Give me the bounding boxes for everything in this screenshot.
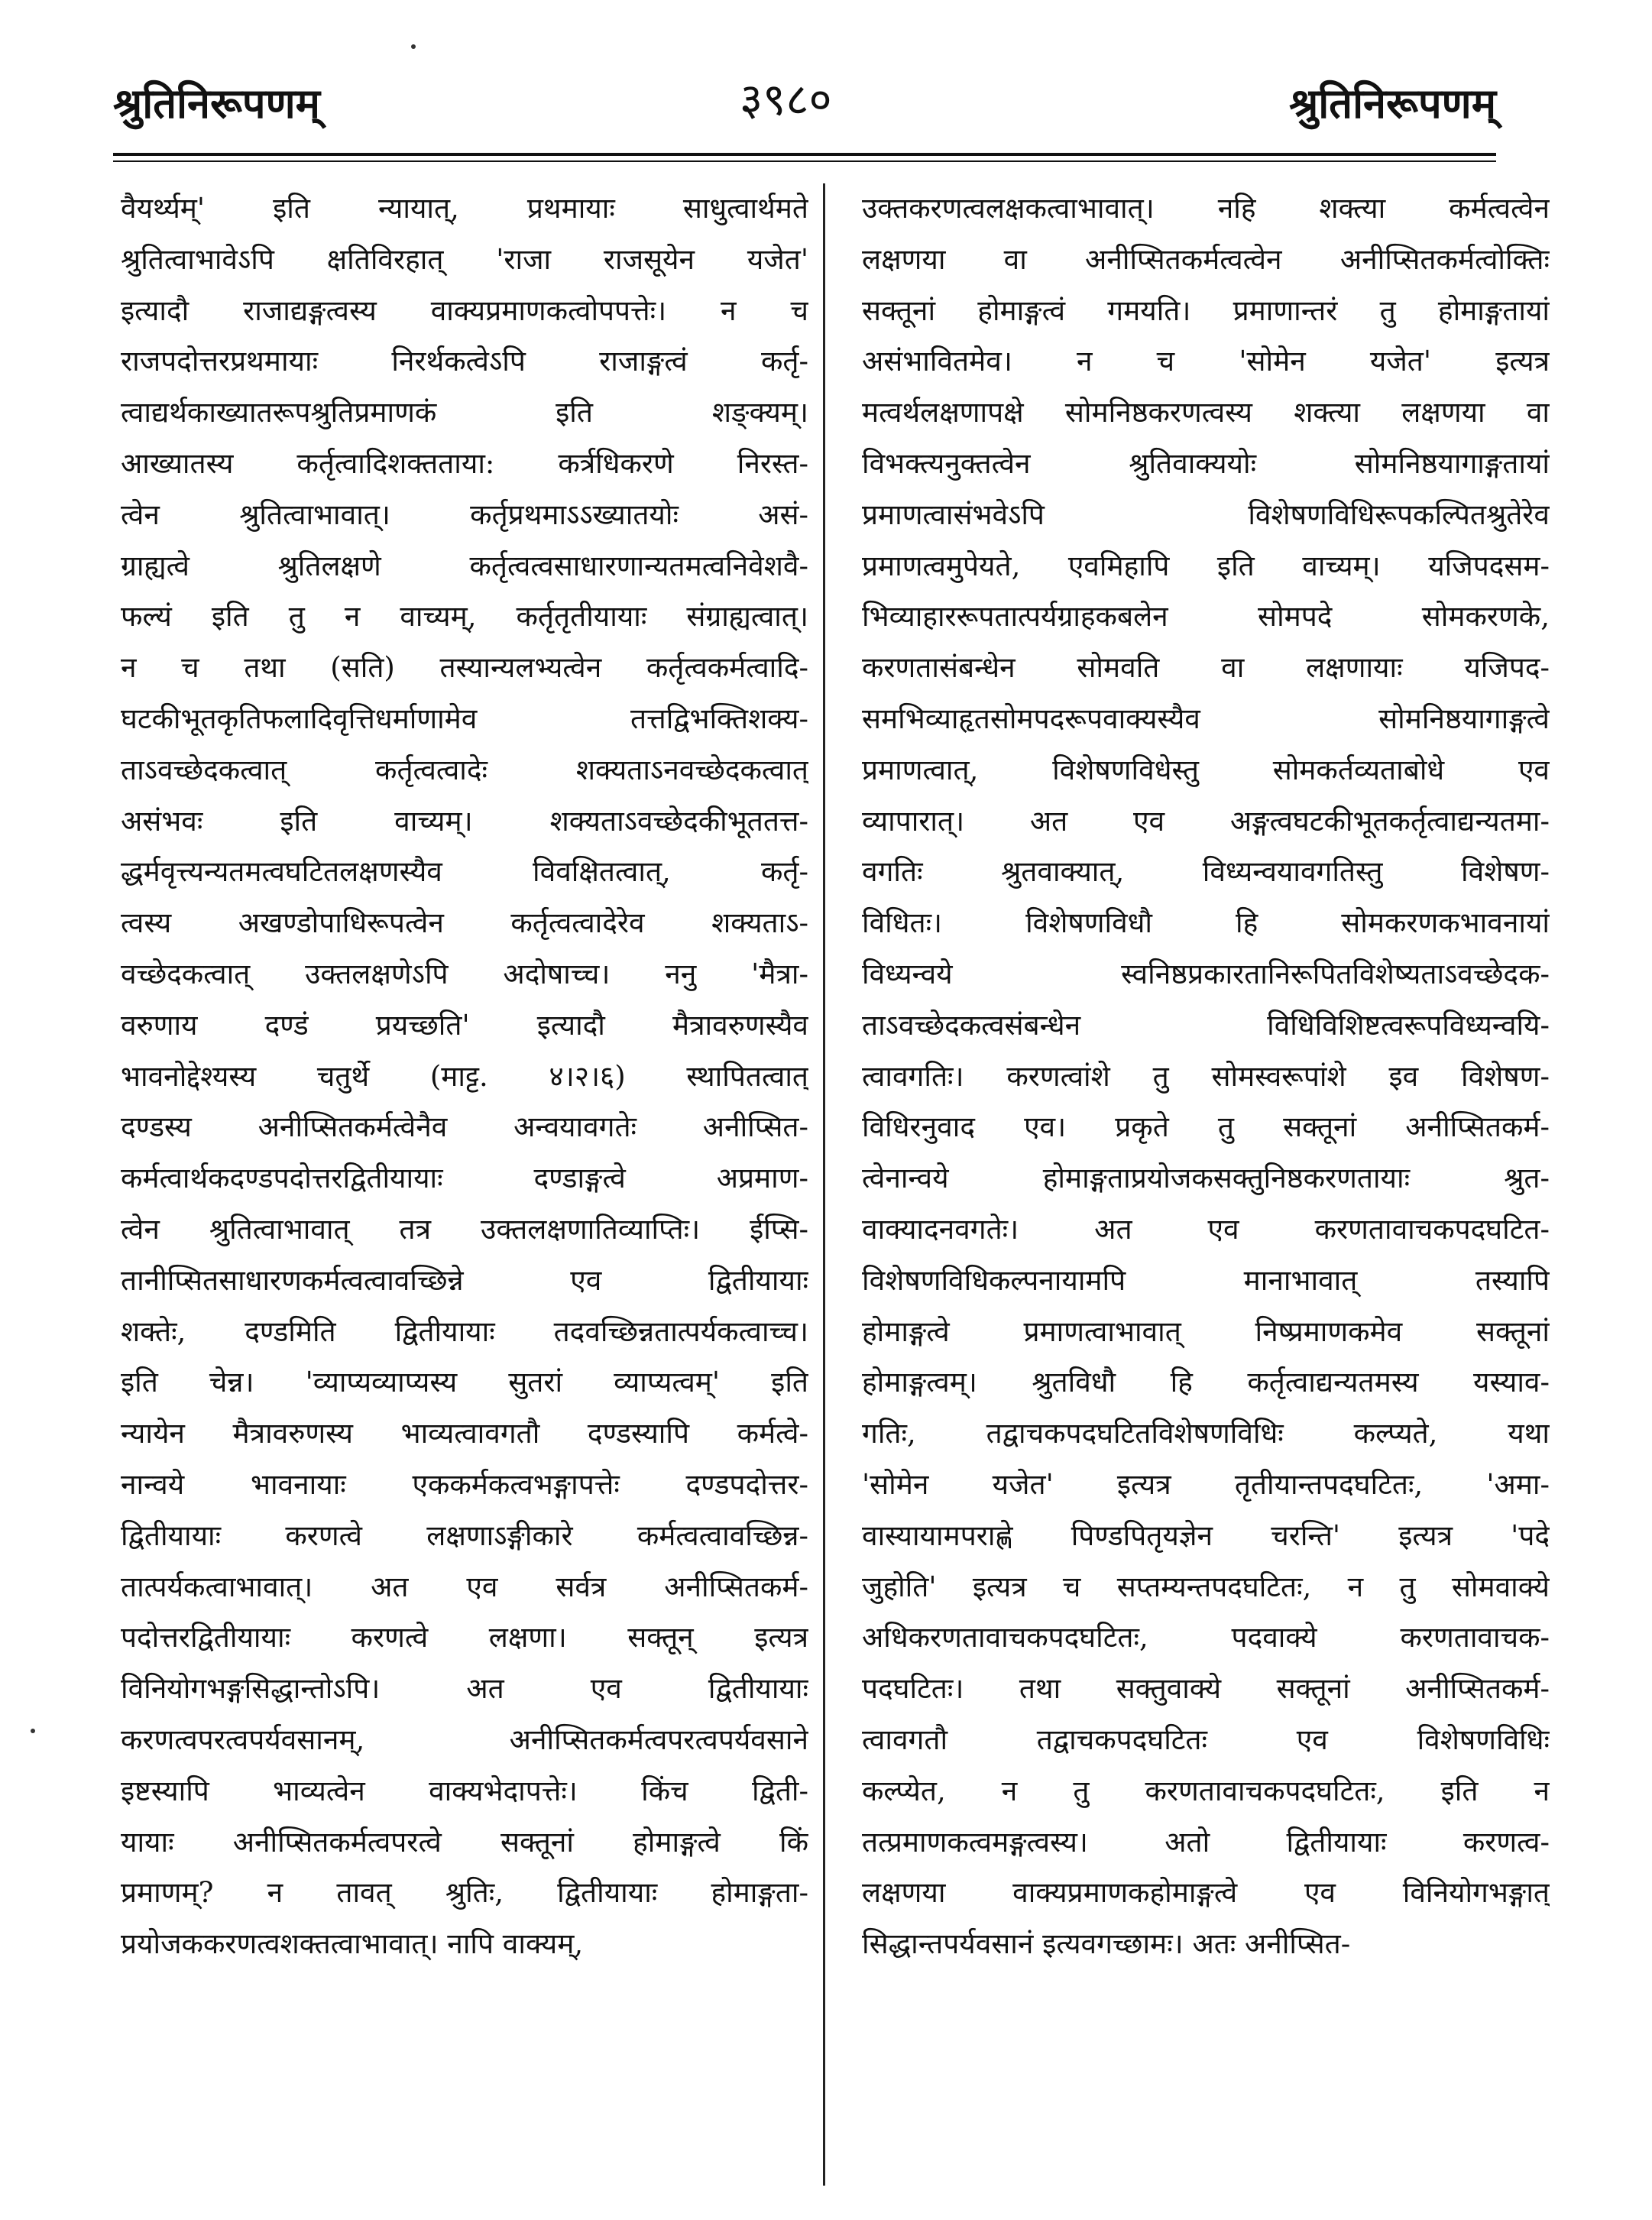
text-line: प्रमाणम्? न तावत् श्रुतिः, द्वितीयायाः होमाङ्गता- bbox=[121, 1876, 808, 1910]
text-line: नान्वये भावनायाः एककर्मकत्वभङ्गापत्तेः दण्डपदोत्तर- bbox=[121, 1467, 808, 1501]
text-line: सिद्धान्तपर्यवसानं इत्यवगच्छामः। अतः अनीप्सित- bbox=[862, 1927, 1351, 1961]
text-line: पदोत्तरद्वितीयायाः करणत्वे लक्षणा। सक्तून् इत्यत्र bbox=[121, 1621, 808, 1654]
text-line: होमाङ्गत्वे प्रमाणत्वाभावात् निष्प्रमाणकमेव सक्तूनां bbox=[862, 1314, 1550, 1348]
text-line: भावनोद्देश्यस्य चतुर्थे (माट्ट. ४।२।६) स्थापितत्वात् bbox=[121, 1059, 808, 1093]
text-line: शक्तेः, दण्डमिति द्वितीयायाः तदवच्छिन्नतात्पर्यकत्वाच्च। bbox=[121, 1314, 808, 1348]
text-line: मत्वर्थलक्षणापक्षे सोमनिष्ठकरणत्वस्य शक्त्या लक्षणया वा bbox=[862, 396, 1550, 429]
text-line: वैयर्थ्यम्' इति न्यायात्, प्रथमायाः साधुत्वार्थमते bbox=[121, 192, 808, 225]
text-line: होमाङ्गत्वम्। श्रुतविधौ हि कर्तृत्वाद्यन्यतमस्य यस्याव- bbox=[862, 1366, 1550, 1399]
text-line: दण्डस्य अनीप्सितकर्मत्वेनैव अन्वयावगतेः अनीप्सित- bbox=[121, 1110, 808, 1144]
text-line: श्रुतित्वाभावेऽपि क्षतिविरहात् 'राजा राजसूयेन यजेत' bbox=[121, 242, 808, 276]
text-line: इष्टस्यापि भाव्यत्वेन वाक्यभेदापत्तेः। किंच द्विती- bbox=[121, 1774, 808, 1807]
text-line: द्वितीयायाः करणत्वे लक्षणाऽङ्गीकारे कर्मत्वत्वावच्छिन्न- bbox=[121, 1518, 808, 1552]
text-line: न्यायेन मैत्रावरुणस्य भाव्यत्वावगतौ दण्डस्यापि कर्मत्वे- bbox=[121, 1417, 808, 1450]
text-line: गतिः, तद्वाचकपदघटितविशेषणविधिः कल्प्यते, यथा bbox=[862, 1417, 1550, 1450]
text-line: आख्यातस्य कर्तृत्वादिशक्तताया: कर्त्रधिकरणे निरस्त- bbox=[121, 446, 808, 480]
text-line: लक्षणया वा अनीप्सितकर्मत्वत्वेन अनीप्सितकर्मत्वोक्तिः bbox=[862, 242, 1550, 276]
header-left-title: श्रुतिनिरूपणम् bbox=[113, 79, 320, 128]
text-line: वरुणाय दण्डं प्रयच्छति' इत्यादौ मैत्रावरुणस्यैव bbox=[121, 1008, 808, 1042]
text-line: विधितः। विशेषणविधौ हि सोमकरणकभावनायां bbox=[862, 906, 1550, 940]
text-line: व्यापारात्। अत एव अङ्गत्वघटकीभूतकर्तृत्वाद्यन्यतमा- bbox=[862, 804, 1550, 838]
header-rule-thin bbox=[113, 160, 1496, 162]
text-line: प्रयोजककरणत्वशक्तत्वाभावात्। नापि वाक्यम्, bbox=[121, 1927, 584, 1961]
text-line: ताऽवच्छेदकत्वसंबन्धेन विधिविशिष्टत्वरूपविध्यन्वयि- bbox=[862, 1008, 1550, 1042]
text-line: वगतिः श्रुतवाक्यात्, विध्यन्वयावगतिस्तु विशेषण- bbox=[862, 855, 1550, 889]
text-line: इति चेन्न। 'व्याप्यव्याप्यस्य सुतरां व्याप्यत्वम्' इति bbox=[121, 1366, 808, 1399]
left-text-column bbox=[121, 183, 808, 2201]
text-line: असंभावितमेव। न च 'सोमेन यजेत' इत्यत्र bbox=[862, 345, 1550, 378]
text-line: विधिरनुवाद एव। प्रकृते तु सक्तूनां अनीप्सितकर्म- bbox=[862, 1110, 1550, 1144]
text-line: विनियोगभङ्गसिद्धान्तोऽपि। अत एव द्वितीयायाः bbox=[121, 1672, 808, 1706]
text-line: जुहोति' इत्यत्र च सप्तम्यन्तपदघटितः, न तु सोमवाक्ये bbox=[862, 1570, 1550, 1603]
text-line: न च तथा (सति) तस्यान्यलभ्यत्वेन कर्तृत्वकर्मत्वादि- bbox=[121, 651, 808, 685]
text-line: विभक्त्यनुक्तत्वेन श्रुतिवाक्ययोः सोमनिष्ठयागाङ्गतायां bbox=[862, 446, 1550, 480]
text-line: राजपदोत्तरप्रथमायाः निरर्थकत्वेऽपि राजाङ्गत्वं कर्तृ- bbox=[121, 345, 808, 378]
text-line: प्रमाणत्वासंभवेऽपि विशेषणविधिरूपकल्पितश्रुतेरेव bbox=[862, 497, 1550, 531]
text-line: सक्तूनां होमाङ्गत्वं गमयति। प्रमाणान्तरं तु होमाङ्गतायां bbox=[862, 293, 1550, 327]
text-line: विध्यन्वये स्वनिष्ठप्रकारतानिरूपितविशेष्यताऽवच्छेदक- bbox=[862, 957, 1550, 990]
running-header bbox=[113, 67, 1496, 144]
text-line: कर्मत्वार्थकदण्डपदोत्तरद्वितीयायाः दण्डाङ्गत्वे अप्रमाण- bbox=[121, 1162, 808, 1195]
text-line: वास्यायामपराह्णे पिण्डपितृयज्ञेन चरन्ति' इत्यत्र 'पदे bbox=[862, 1518, 1550, 1552]
text-line: तत्प्रमाणकत्वमङ्गत्वस्य। अतो द्वितीयायाः करणत्व- bbox=[862, 1825, 1550, 1859]
text-line: त्वेनान्वये होमाङ्गताप्रयोजकसक्तुनिष्ठकरणतायाः श्रुत- bbox=[862, 1162, 1550, 1195]
print-speck bbox=[31, 1729, 35, 1733]
header-rule bbox=[113, 153, 1496, 156]
text-line: प्रमाणत्वमुपेयते, एवमिहापि इति वाच्यम्। यजिपदसम- bbox=[862, 549, 1550, 582]
text-line: त्वावगतिः। करणत्वांशे तु सोमस्वरूपांशे इव विशेषण- bbox=[862, 1059, 1550, 1093]
text-line: करणतासंबन्धेन सोमवति वा लक्षणायाः यजिपद- bbox=[862, 651, 1550, 685]
text-line: फल्यं इति तु न वाच्यम्, कर्तृतृतीयायाः संग्राह्यत्वात्। bbox=[121, 600, 808, 634]
right-text-column bbox=[862, 183, 1550, 2201]
text-line: तानीप्सितसाधारणकर्मत्वत्वावच्छिन्ने एव द्वितीयायाः bbox=[121, 1263, 808, 1297]
text-line: उक्तकरणत्वलक्षकत्वाभावात्। नहि शक्त्या कर्मत्वत्वेन bbox=[862, 192, 1550, 225]
text-line: करणत्वपरत्वपर्यवसानम्, अनीप्सितकर्मत्वपरत्वपर्यवसाने bbox=[121, 1723, 808, 1756]
text-line: इत्यादौ राजाद्यङ्गत्वस्य वाक्यप्रमाणकत्वोपपत्तेः। न च bbox=[121, 293, 808, 327]
text-line: कल्प्येत, न तु करणतावाचकपदघटितः, इति न bbox=[862, 1774, 1550, 1807]
text-line: ताऽवच्छेदकत्वात् कर्तृत्वत्वादेः शक्यताऽनवच्छेदकत्वात् bbox=[121, 753, 808, 786]
text-line: अधिकरणतावाचकपदघटितः, पदवाक्ये करणतावाचक- bbox=[862, 1621, 1550, 1654]
text-line: लक्षणया वाक्यप्रमाणकहोमाङ्गत्वे एव विनियोगभङ्गात् bbox=[862, 1876, 1550, 1910]
text-line: भिव्याहाररूपतात्पर्यग्राहकबलेन सोमपदे सोमकरणके, bbox=[862, 600, 1550, 634]
text-line: त्वाद्यर्थकाख्यातरूपश्रुतिप्रमाणकं इति शङ्क्यम्। bbox=[121, 396, 808, 429]
page-number: ३९८० bbox=[740, 73, 832, 125]
text-line: त्वावगतौ तद्वाचकपदघटितः एव विशेषणविधिः bbox=[862, 1723, 1550, 1756]
text-line: तात्पर्यकत्वाभावात्। अत एव सर्वत्र अनीप्सितकर्म- bbox=[121, 1570, 808, 1603]
text-line: घटकीभूतकृतिफलादिवृत्तिधर्माणामेव तत्तद्विभक्तिशक्य- bbox=[121, 702, 808, 735]
text-line: प्रमाणत्वात्, विशेषणविधेस्तु सोमकर्तव्यताबोधे एव bbox=[862, 753, 1550, 786]
text-line: पदघटितः। तथा सक्तुवाक्ये सक्तूनां अनीप्सितकर्म- bbox=[862, 1672, 1550, 1706]
text-line: त्वेन श्रुतित्वाभावात् तत्र उक्तलक्षणातिव्याप्तिः। ईप्सि- bbox=[121, 1212, 808, 1246]
text-line: 'सोमेन यजेत' इत्यत्र तृतीयान्तपदघटितः, 'अमा- bbox=[862, 1467, 1550, 1501]
text-line: यायाः अनीप्सितकर्मत्वपरत्वे सक्तूनां होमाङ्गत्वे किं bbox=[121, 1825, 808, 1859]
print-speck bbox=[411, 44, 416, 49]
text-line: असंभवः इति वाच्यम्। शक्यताऽवच्छेदकीभूततत्त- bbox=[121, 804, 808, 838]
text-line: वाक्यादनवगतेः। अत एव करणतावाचकपदघटित- bbox=[862, 1212, 1550, 1246]
text-line: समभिव्याहृतसोमपदरूपवाक्यस्यैव सोमनिष्ठयागाङ्गत्वे bbox=[862, 702, 1550, 735]
text-line: द्धर्मवृत्त्यन्यतमत्वघटितलक्षणस्यैव विवक्षितत्वात्, कर्तृ- bbox=[121, 855, 808, 889]
header-right-title: श्रुतिनिरूपणम् bbox=[1289, 79, 1496, 128]
text-line: वच्छेदकत्वात् उक्तलक्षणेऽपि अदोषाच्च। ननु 'मैत्रा- bbox=[121, 957, 808, 990]
text-line: त्वस्य अखण्डोपाधिरूपत्वेन कर्तृत्वत्वादेरेव शक्यताऽ- bbox=[121, 906, 808, 940]
column-separator bbox=[823, 183, 825, 2186]
text-line: ग्राह्यत्वे श्रुतिलक्षणे कर्तृत्वत्वसाधारणान्यतमत्वनिवेशवै- bbox=[121, 549, 808, 582]
text-line: त्वेन श्रुतित्वाभावात्। कर्तृप्रथमाऽऽख्यातयोः असं- bbox=[121, 497, 808, 531]
text-line: विशेषणविधिकल्पनायामपि मानाभावात् तस्यापि bbox=[862, 1263, 1550, 1297]
